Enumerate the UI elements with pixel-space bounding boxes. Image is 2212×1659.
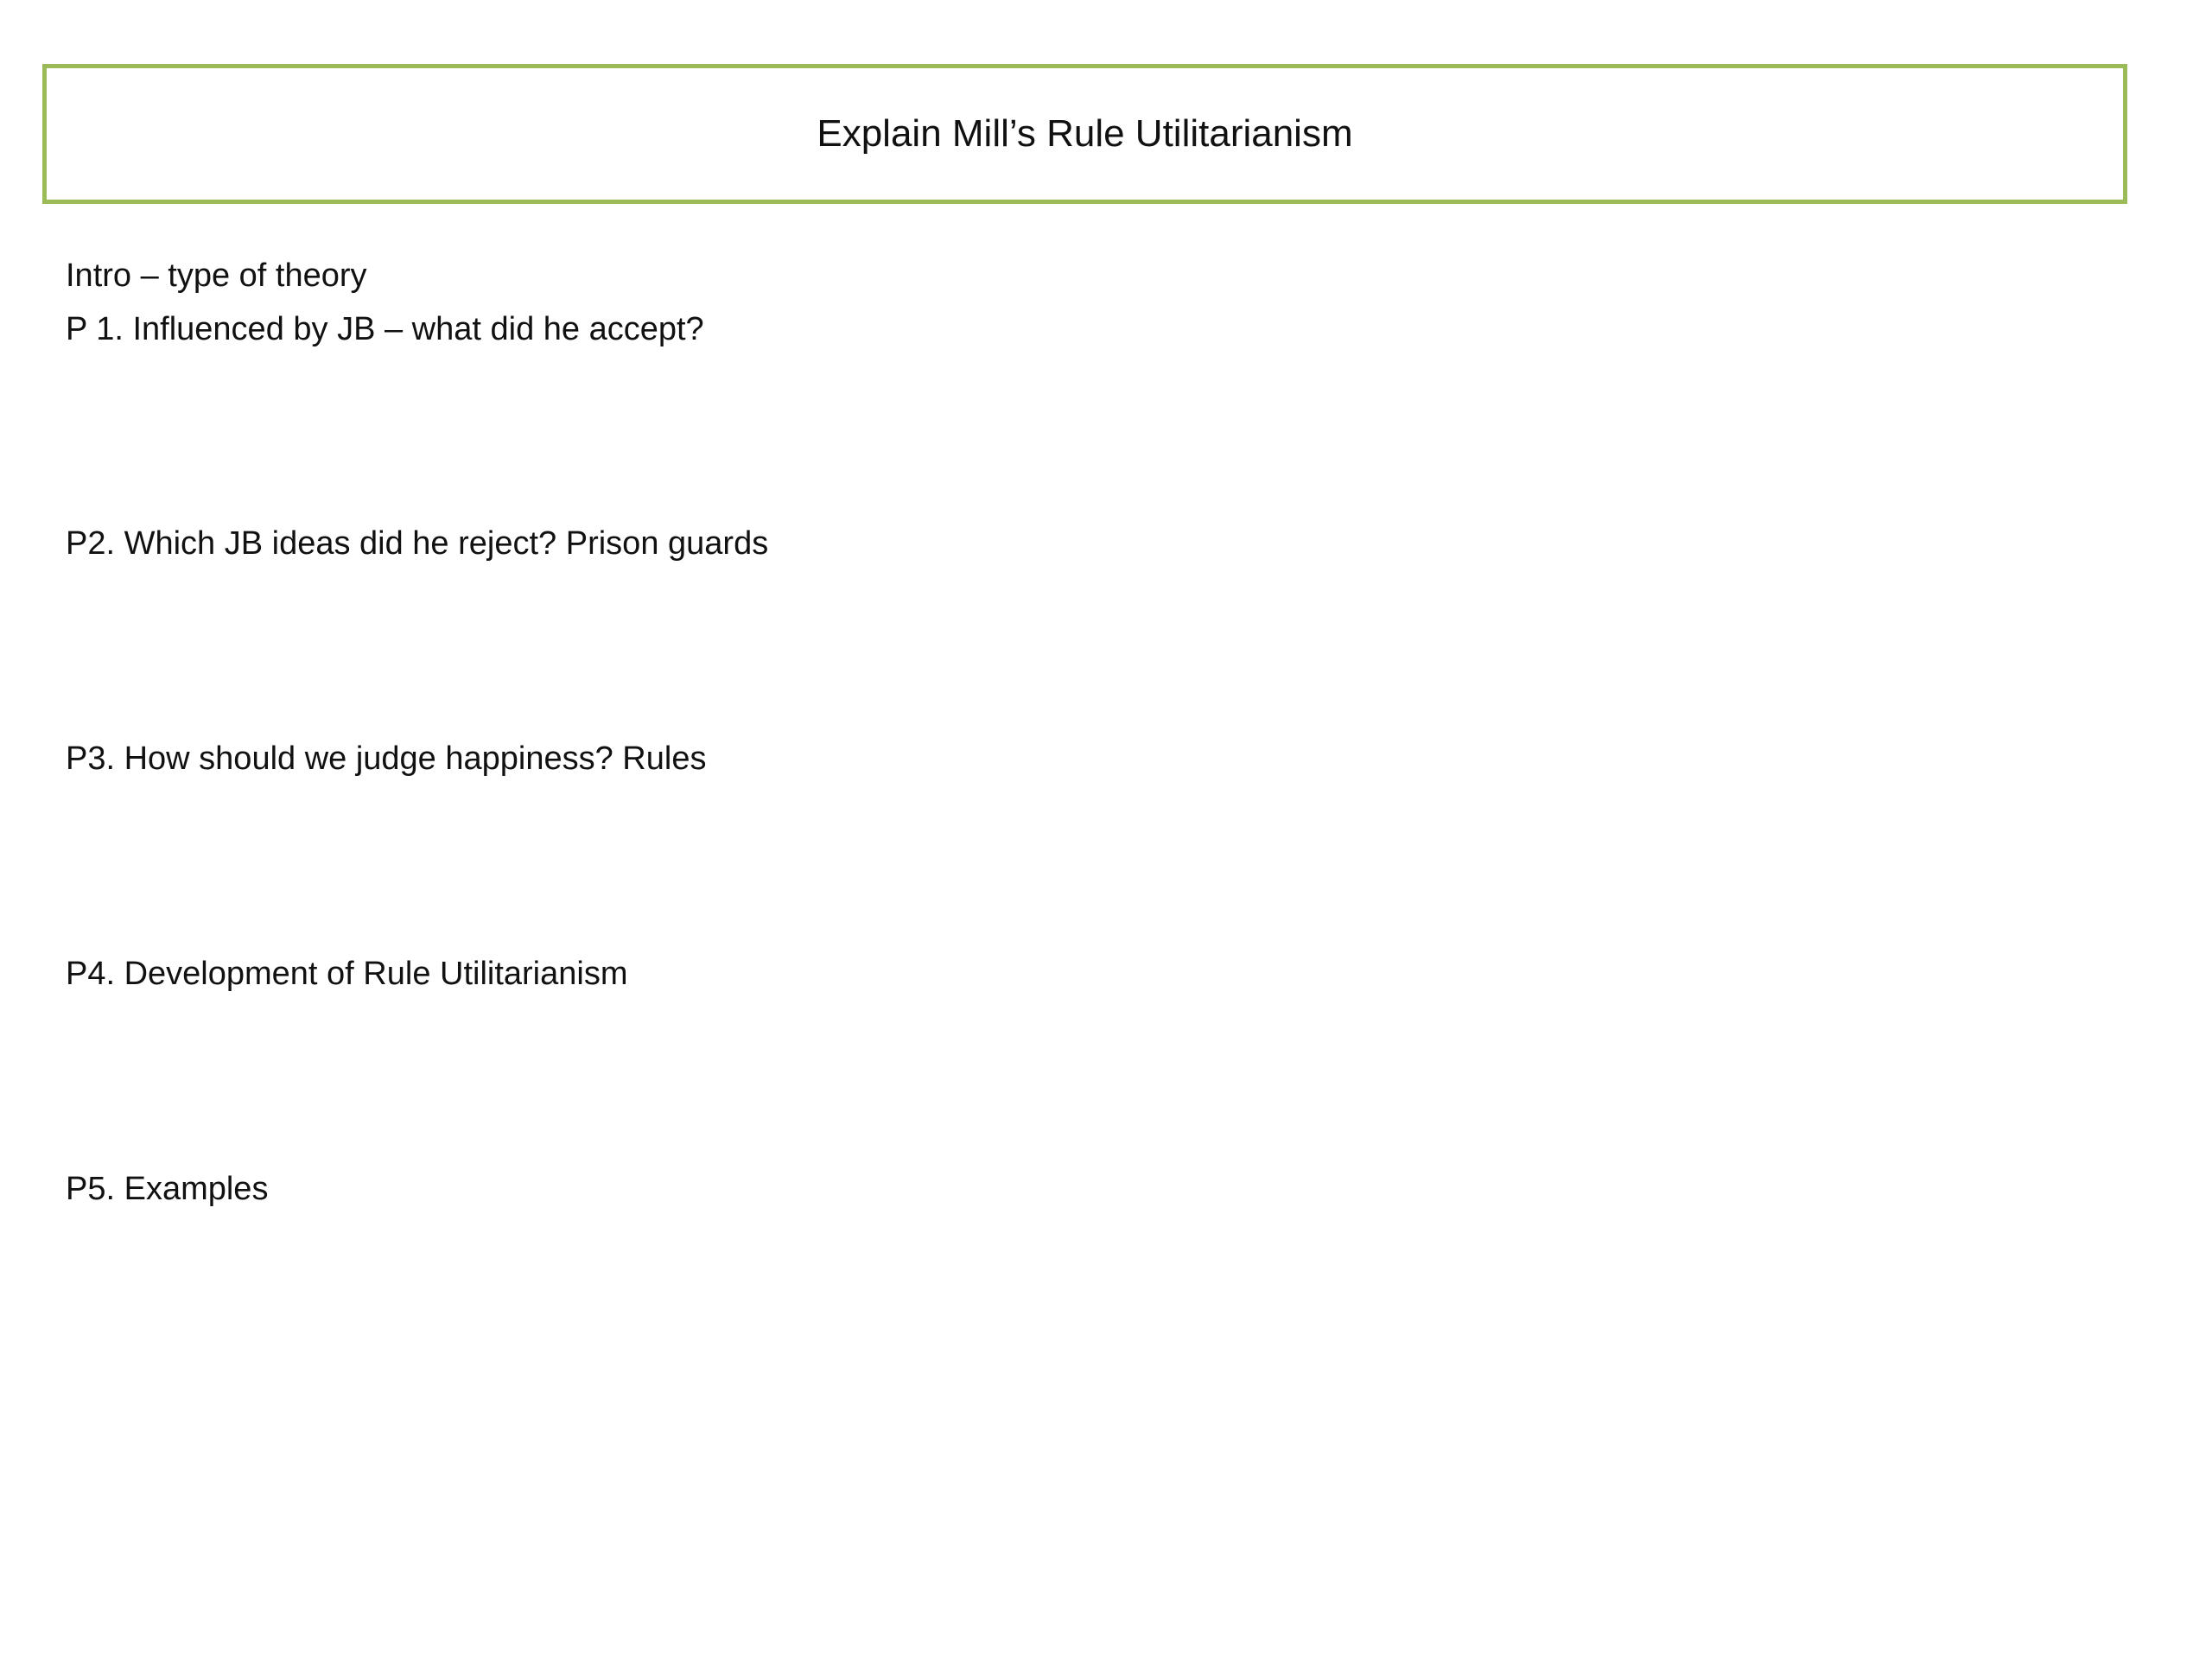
page-title: Explain Mill’s Rule Utilitarianism: [817, 112, 1353, 155]
essay-plan-p2: P2. Which JB ideas did he reject? Prison guards: [66, 525, 769, 562]
essay-plan-p3: P3. How should we judge happiness? Rules: [66, 741, 707, 777]
essay-plan-intro: Intro – type of theory: [66, 257, 367, 294]
title-box: [42, 64, 2127, 204]
essay-plan-p4: P4. Development of Rule Utilitarianism: [66, 956, 628, 992]
essay-plan-p5: P5. Examples: [66, 1171, 269, 1207]
essay-plan-p1: P 1. Influenced by JB – what did he accept?: [66, 311, 704, 347]
